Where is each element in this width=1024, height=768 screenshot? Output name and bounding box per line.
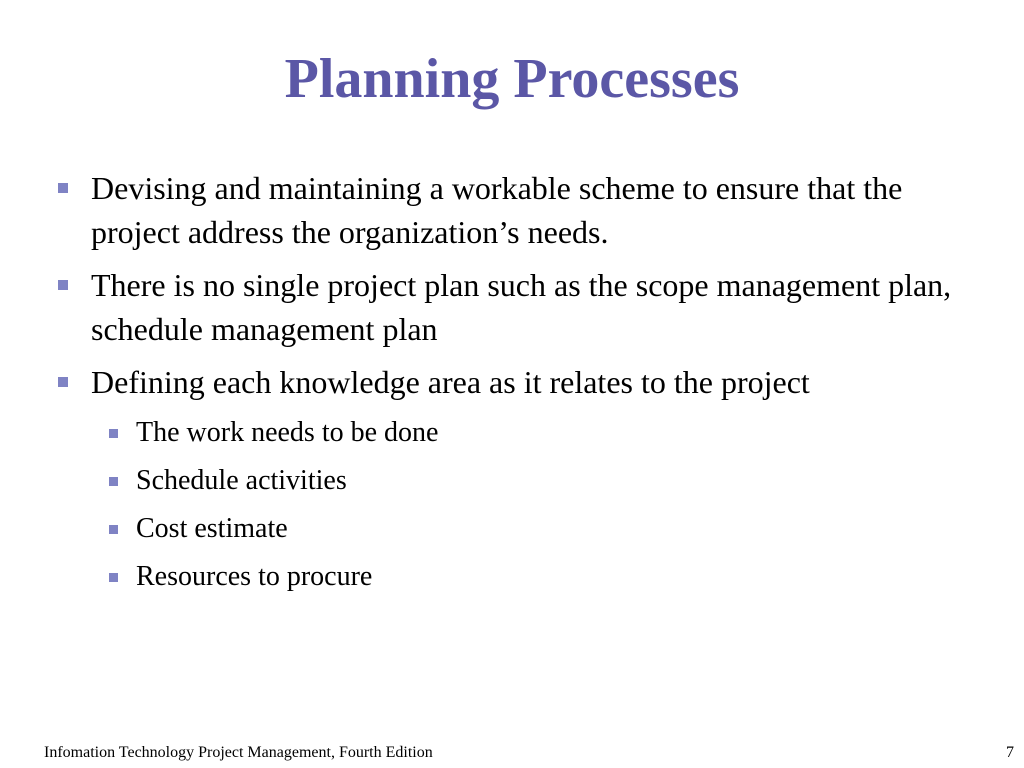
sub-bullet-group bbox=[56, 413, 996, 597]
sub-bullet-text: Cost estimate bbox=[136, 513, 288, 544]
square-bullet-icon bbox=[109, 477, 118, 486]
sub-bullet-text: Resources to procure bbox=[136, 561, 373, 592]
square-bullet-icon bbox=[58, 280, 68, 290]
bullet-text: Devising and maintaining a workable scheme to ensure that the project address the organization’s needs. bbox=[91, 170, 903, 250]
bullet-item bbox=[56, 166, 996, 254]
page-number: 7 bbox=[1006, 744, 1014, 761]
square-bullet-icon bbox=[109, 525, 118, 534]
sub-bullet-list bbox=[56, 413, 996, 597]
sub-bullet-item bbox=[56, 557, 996, 597]
square-bullet-icon bbox=[58, 377, 68, 387]
bullet-text: There is no single project plan such as the scope management plan, schedule management plan bbox=[91, 267, 952, 347]
square-bullet-icon bbox=[109, 429, 118, 438]
sub-bullet-text: Schedule activities bbox=[136, 465, 347, 496]
slide-title: Planning Processes bbox=[284, 48, 740, 110]
sub-bullet-text: The work needs to be done bbox=[136, 417, 439, 448]
footer-text: Infomation Technology Project Management, Fourth Edition bbox=[44, 744, 433, 761]
sub-bullet-item bbox=[56, 413, 996, 453]
square-bullet-icon bbox=[58, 183, 68, 193]
bullet-item bbox=[56, 360, 996, 404]
sub-bullet-item bbox=[56, 461, 996, 501]
bullet-text: Defining each knowledge area as it relates to the project bbox=[91, 364, 810, 400]
bullet-list bbox=[56, 166, 996, 605]
square-bullet-icon bbox=[109, 573, 118, 582]
bullet-item bbox=[56, 263, 996, 351]
sub-bullet-item bbox=[56, 509, 996, 549]
